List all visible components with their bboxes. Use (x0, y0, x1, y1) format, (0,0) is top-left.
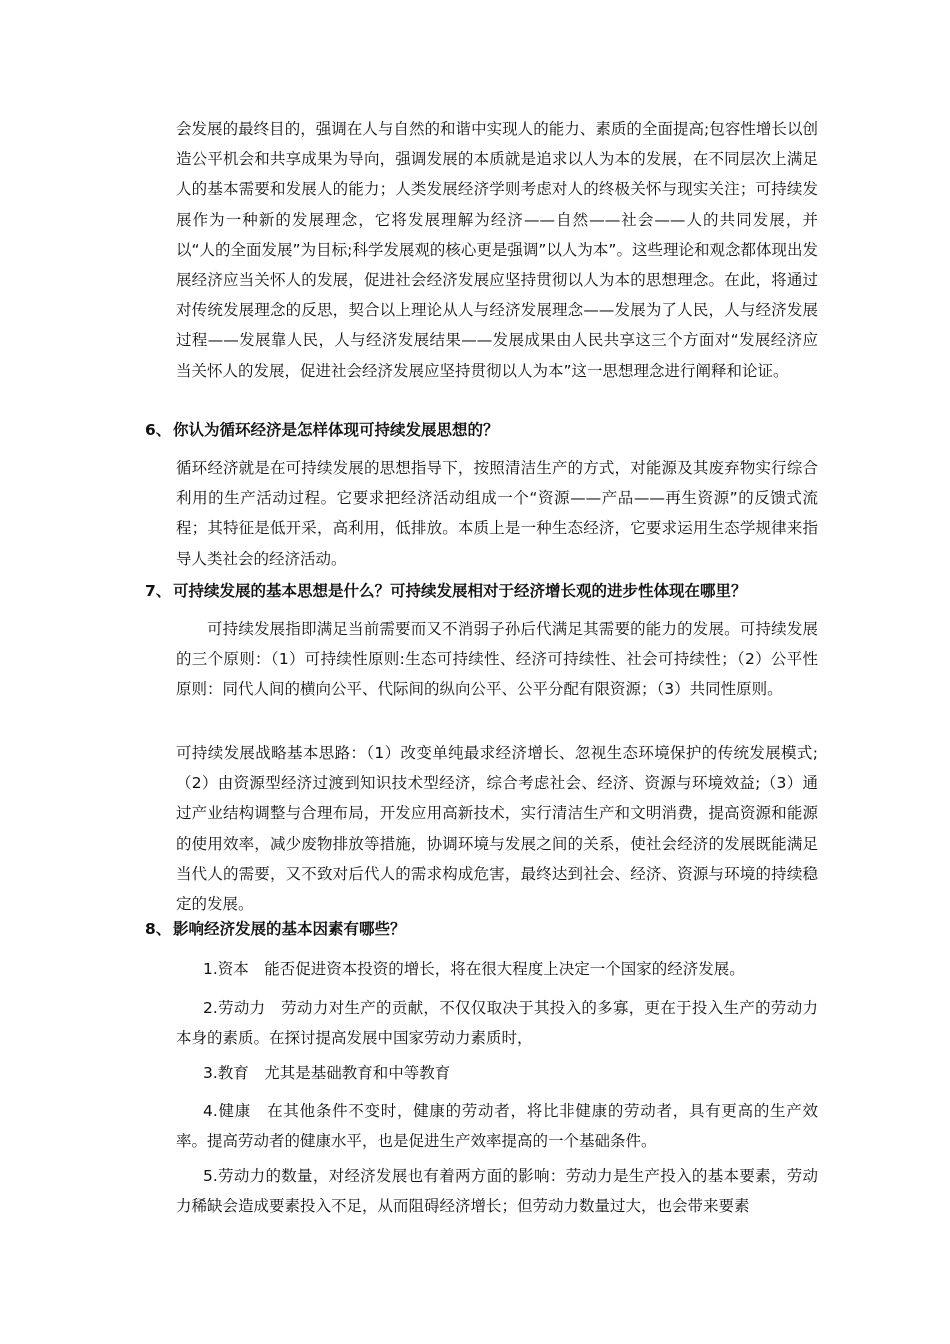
factor-labor-quantity: 5.劳动力的数量，对经济发展也有着两方面的影响：劳动力是生产投入的基本要素，劳动力稀缺会造成要素投入不足，从而阻碍经济增长；但劳动力数量过大，也会带来要素 (176, 1167, 818, 1216)
question-7-answer-principles: 可持续发展指即满足当前需要而又不消弱子孙后代满足其需要的能力的发展。可持续发展的三个原则：（1）可持续性原则:生态可持续性、经济可持续性、社会可持续性；（2）公平性原则：同代人间的横向公平、代际间的纵向公平、公平分配有限资源；（3）共同性原则。 (176, 620, 818, 699)
question-6-answer: 循环经济就是在可持续发展的思想指导下，按照清洁生产的方式，对能源及其废弃物实行综合利用的生产活动过程。它要求把经济活动组成一个“资源——产品——再生资源”的反馈式流程；其特征是低开采，高利用，低排放。本质上是一种生态经济，它要求运用生态学规律来指导人类社会的经济活动。 (176, 459, 818, 568)
factor-capital: 1.资本 能否促进资本投资的增长，将在很大程度上决定一个国家的经济发展。 (203, 960, 745, 978)
factor-health: 4.健康 在其他条件不变时，健康的劳动者，将比非健康的劳动者，具有更高的生产效率。提高劳动者的健康水平，也是促进生产效率提高的一个基础条件。 (176, 1102, 818, 1151)
question-7-answer-strategy: 可持续发展战略基本思路：（1）改变单纯最求经济增长、忽视生态环境保护的传统发展模式;（2）由资源型经济过渡到知识技术型经济，综合考虑社会、经济、资源与环境效益;（3）通过产业结构调整与合理布局，开发应用高新技术，实行清洁生产和文明消费，提高资源和能源的使用效率，减少废物排放等措施，协调环境与发展之间的关系，使社会经济的发展既能满足当代人的需要，又不致对后代人的需求构成危害，最终达到社会、经济、资源与环境的持续稳定的发展。 (176, 744, 818, 914)
question-8-title: 影响经济发展的基本因素有哪些？ (173, 920, 406, 938)
factor-education: 3.教育 尤其是基础教育和中等教育 (203, 1064, 451, 1082)
factor-labor: 2.劳动力 劳动力对生产的贡献，不仅仅取决于其投入的多寡，更在于投入生产的劳动力本身的素质。在探讨提高发展中国家劳动力素质时， (176, 999, 818, 1048)
question-8-number: 8、 (145, 920, 172, 938)
question-6-title: 你认为循环经济是怎样体现可持续发展思想的？ (173, 421, 499, 439)
intro-paragraph: 会发展的最终目的，强调在人与自然的和谐中实现人的能力、素质的全面提高;包容性增长以创造公平机会和共享成果为导向，强调发展的本质就是追求以人为本的发展，在不同层次上满足人的基本需要和发展人的能力；人类发展经济学则考虑对人的终极关怀与现实关注；可持续发展作为一种新的发展理念，它将发展理解为经济——自然——社会——人的共同发展，并以“人的全面发展”为目标;科学发展观的核心更是强调”以人为本”。这些理论和观念都体现出发展经济应当关怀人的发展，促进社会经济发展应坚持贯彻以人为本的思想理念。在此，将通过对传统发展理念的反思，契合以上理论从人与经济发展理念——发展为了人民，人与经济发展过程——发展靠人民，人与经济发展结果——发展成果由人民共享这三个方面对“发展经济应当关怀人的发展，促进社会经济发展应坚持贯彻以人为本”这一思想理念进行阐释和论证。 (176, 120, 818, 380)
question-7-number: 7、 (145, 582, 172, 600)
question-6-number: 6、 (145, 421, 172, 439)
question-7-title: 可持续发展的基本思想是什么？可持续发展相对于经济增长观的进步性体现在哪里？ (173, 582, 747, 600)
question-8-heading (145, 914, 825, 944)
question-6-heading (145, 415, 825, 445)
question-7-heading (145, 576, 825, 606)
